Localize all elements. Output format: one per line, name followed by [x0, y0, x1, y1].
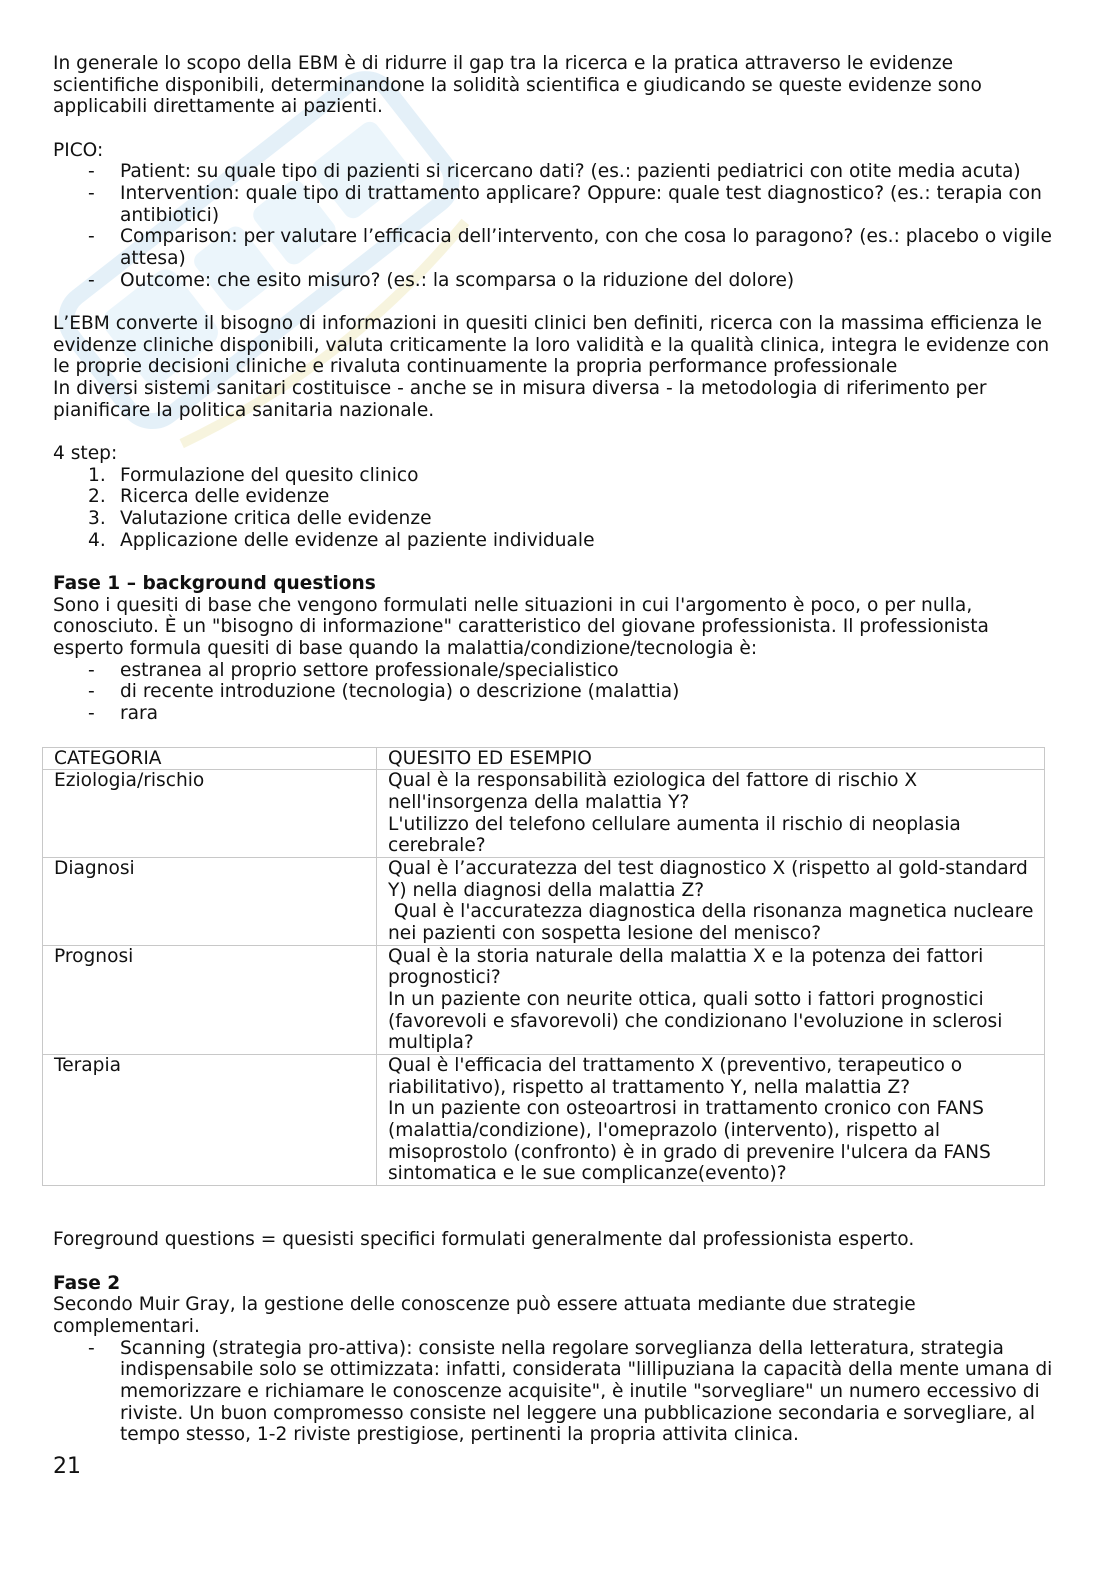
fase2-heading: Fase 2 — [53, 1272, 121, 1294]
question-line: (favorevoli e sfavorevoli) che condizionano l'evoluzione in sclerosi — [388, 1010, 1003, 1032]
question-line: multipla? — [388, 1032, 474, 1054]
list-item-text: Applicazione delle evidenze al paziente individuale — [120, 529, 595, 551]
fase1-item — [53, 660, 1063, 682]
list-item-text: Outcome: che esito misuro? (es.: la scomparsa o la riduzione del dolore) — [120, 269, 795, 291]
question-line: nell'insorgenza della malattia Y? — [388, 791, 690, 813]
ebm-line: L’EBM converte il bisogno di informazioni in quesiti clinici ben definiti, ricerca con la massima efficienza le — [53, 313, 1042, 335]
list-item-text: attesa) — [120, 248, 186, 270]
step-item — [53, 465, 1063, 487]
list-number: 3. — [88, 508, 106, 530]
question-cell — [377, 945, 1045, 1054]
list-item-text: antibiotici) — [120, 204, 220, 226]
ebm-line: evidenze cliniche disponibili, valuta criticamente la loro validità e la qualità clinica, integra le evidenze con — [53, 334, 1050, 356]
table-row — [43, 1054, 1045, 1185]
list-item-text: estranea al proprio settore professionale/specialistico — [120, 659, 619, 681]
fase2-list — [53, 1338, 1063, 1446]
blank-line — [53, 1251, 1063, 1273]
pico-item-outcome — [53, 270, 1063, 292]
question-line: nei pazienti con sospetta lesione del menisco? — [388, 922, 822, 944]
question-line: Qual è l'efficacia del trattamento X (preventivo, terapeutico o — [388, 1054, 963, 1076]
list-marker: - — [88, 161, 95, 183]
question-line: misoprostolo (confronto) è in grado di prevenire l'ulcera da FANS — [388, 1141, 991, 1163]
list-item-text: Ricerca delle evidenze — [120, 486, 330, 508]
list-marker: - — [88, 703, 95, 725]
list-number: 2. — [88, 486, 106, 508]
list-marker: - — [88, 226, 95, 248]
list-item-text: di recente introduzione (tecnologia) o descrizione (malattia) — [120, 681, 680, 703]
list-item-text: Comparison: per valutare l’efficacia dell’intervento, con che cosa lo paragono? (es.: placebo o vigile — [120, 226, 1052, 248]
question-cell — [377, 770, 1045, 858]
intro-line: In generale lo scopo della EBM è di ridurre il gap tra la ricerca e la pratica attraverso le evidenze — [53, 53, 954, 74]
question-line: Qual è la responsabilità eziologica del fattore di rischio X — [388, 770, 918, 792]
question-line: prognostici? — [388, 967, 501, 989]
question-line: sintomatica e le sue complicanze(evento)? — [388, 1163, 787, 1185]
list-marker: - — [88, 1337, 95, 1359]
list-marker: - — [88, 269, 95, 291]
header-question: QUESITO ED ESEMPIO — [388, 747, 592, 769]
blank-line — [53, 421, 1063, 443]
intro-line: scientifiche disponibili, determinandone la solidità scientifica e giudicando se queste evidenze sono — [53, 74, 982, 96]
category-label: Prognosi — [54, 945, 134, 967]
fase1-item — [53, 681, 1063, 703]
question-line: L'utilizzo del telefono cellulare aumenta il rischio di neoplasia — [388, 813, 961, 835]
ebm-line: In diversi sistemi sanitari costituisce - anche se in misura diversa - la metodologia di riferimento per — [53, 378, 987, 400]
list-marker: - — [88, 183, 95, 205]
list-item-text: Patient: su quale tipo di pazienti si ricercano dati? (es.: pazienti pediatrici con otite media acuta) — [120, 161, 1021, 183]
fase2-line: Secondo Muir Gray, la gestione delle conoscenze può essere attuata mediante due strategie — [53, 1294, 916, 1316]
list-item-text: rara — [120, 703, 159, 725]
blank-line — [53, 118, 1063, 140]
category-cell — [43, 770, 377, 858]
question-line: Qual è l’accuratezza del test diagnostico X (rispetto al gold-standard — [388, 857, 1028, 879]
table-row — [43, 770, 1045, 858]
fase1-paragraph — [53, 595, 1063, 660]
blank-line — [53, 1186, 1063, 1208]
questions-table — [42, 747, 1045, 1186]
table-header-row — [43, 747, 1045, 770]
table-row — [43, 857, 1045, 945]
fase1-item — [53, 703, 1063, 725]
steps-title: 4 step: — [53, 443, 118, 465]
page-number: 21 — [53, 1454, 81, 1479]
ebm-line: pianificare la politica sanitaria nazionale. — [53, 399, 435, 421]
fase1-line: esperto formula quesiti di base quando la malattia/condizione/tecnologia è: — [53, 638, 758, 660]
blank-line — [53, 1208, 1063, 1230]
list-item-text: Intervention: quale tipo di trattamento applicare? Oppure: quale test diagnostico? (es.: terapia con — [120, 183, 1042, 205]
list-number: 4. — [88, 529, 106, 551]
page-content — [53, 53, 1063, 1446]
fase1-list — [53, 660, 1063, 725]
list-item-text: Scanning (strategia pro-attiva): consiste nella regolare sorveglianza della letteratura, strategia — [120, 1337, 1004, 1359]
question-line: (malattia/condizione), l'omeprazolo (intervento), rispetto al — [388, 1119, 941, 1141]
list-item-text: indispensabile solo se ottimizzata: infatti, considerata "lillipuziana la capacità della mente umana di — [120, 1359, 1053, 1381]
list-marker: - — [88, 659, 95, 681]
step-item — [53, 508, 1063, 530]
step-item — [53, 530, 1063, 552]
pico-item-intervention — [53, 183, 1063, 226]
pico-title: PICO: — [53, 139, 104, 161]
intro-line: applicabili direttamente ai pazienti. — [53, 96, 383, 118]
steps-list — [53, 465, 1063, 552]
pico-item-comparison — [53, 226, 1063, 269]
ebm-line: le proprie decisioni cliniche e rivaluta continuamente la propria performance professionale — [53, 356, 898, 378]
blank-line — [53, 551, 1063, 573]
table-header-cell — [43, 747, 377, 770]
question-line: Y) nella diagnosi della malattia Z? — [388, 879, 705, 901]
question-line: Qual è l'accuratezza diagnostica della risonanza magnetica nucleare — [388, 901, 1034, 923]
question-line: In un paziente con neurite ottica, quali sotto i fattori prognostici — [388, 988, 984, 1010]
list-item-text: tempo stesso, 1-2 riviste prestigiose, pertinenti la propria attivita clinica. — [120, 1424, 799, 1446]
pico-item-patient — [53, 161, 1063, 183]
header-category: CATEGORIA — [54, 747, 162, 769]
fase2-paragraph — [53, 1294, 1063, 1337]
question-line: Qual è la storia naturale della malattia X e la potenza dei fattori — [388, 945, 984, 967]
fase1-line: conosciuto. È un "bisogno di informazione" caratteristico del giovane professionista. Il professionista — [53, 616, 989, 638]
blank-line — [53, 725, 1063, 747]
category-label: Eziologia/rischio — [54, 770, 205, 792]
category-label: Terapia — [54, 1054, 122, 1076]
category-label: Diagnosi — [54, 857, 135, 879]
question-line: riabilitativo), rispetto al trattamento Y, nella malattia Z? — [388, 1076, 911, 1098]
category-cell — [43, 857, 377, 945]
list-item-text: riviste. Un buon compromesso consiste nel leggere una pubblicazione secondaria e sorvegliare, al — [120, 1402, 1035, 1424]
question-cell — [377, 1054, 1045, 1185]
pico-list — [53, 161, 1063, 291]
fase1-line: Sono i quesiti di base che vengono formulati nelle situazioni in cui l'argomento è poco, o per nulla, — [53, 594, 973, 616]
list-item-text: memorizzare e richiamare le conoscenze acquisite", è inutile "sorvegliare" un numero eccessivo di — [120, 1380, 1040, 1402]
ebm-paragraph — [53, 313, 1063, 421]
blank-line — [53, 291, 1063, 313]
fase2-item-scanning — [53, 1338, 1063, 1446]
step-item — [53, 486, 1063, 508]
question-line: In un paziente con osteoartrosi in trattamento cronico con FANS — [388, 1098, 984, 1120]
foreground-line: Foreground questions = quesisti specifici formulati generalmente dal professionista esperto. — [53, 1229, 915, 1251]
intro-paragraph — [53, 53, 1063, 118]
category-cell — [43, 1054, 377, 1185]
question-cell — [377, 857, 1045, 945]
list-item-text: Valutazione critica delle evidenze — [120, 508, 432, 530]
question-line: cerebrale? — [388, 835, 486, 857]
fase1-heading: Fase 1 – background questions — [53, 573, 376, 595]
list-number: 1. — [88, 464, 106, 486]
category-cell — [43, 945, 377, 1054]
table-row — [43, 945, 1045, 1054]
list-marker: - — [88, 681, 95, 703]
table-header-cell — [377, 747, 1045, 770]
fase2-line: complementari. — [53, 1315, 200, 1337]
list-item-text: Formulazione del quesito clinico — [120, 464, 419, 486]
